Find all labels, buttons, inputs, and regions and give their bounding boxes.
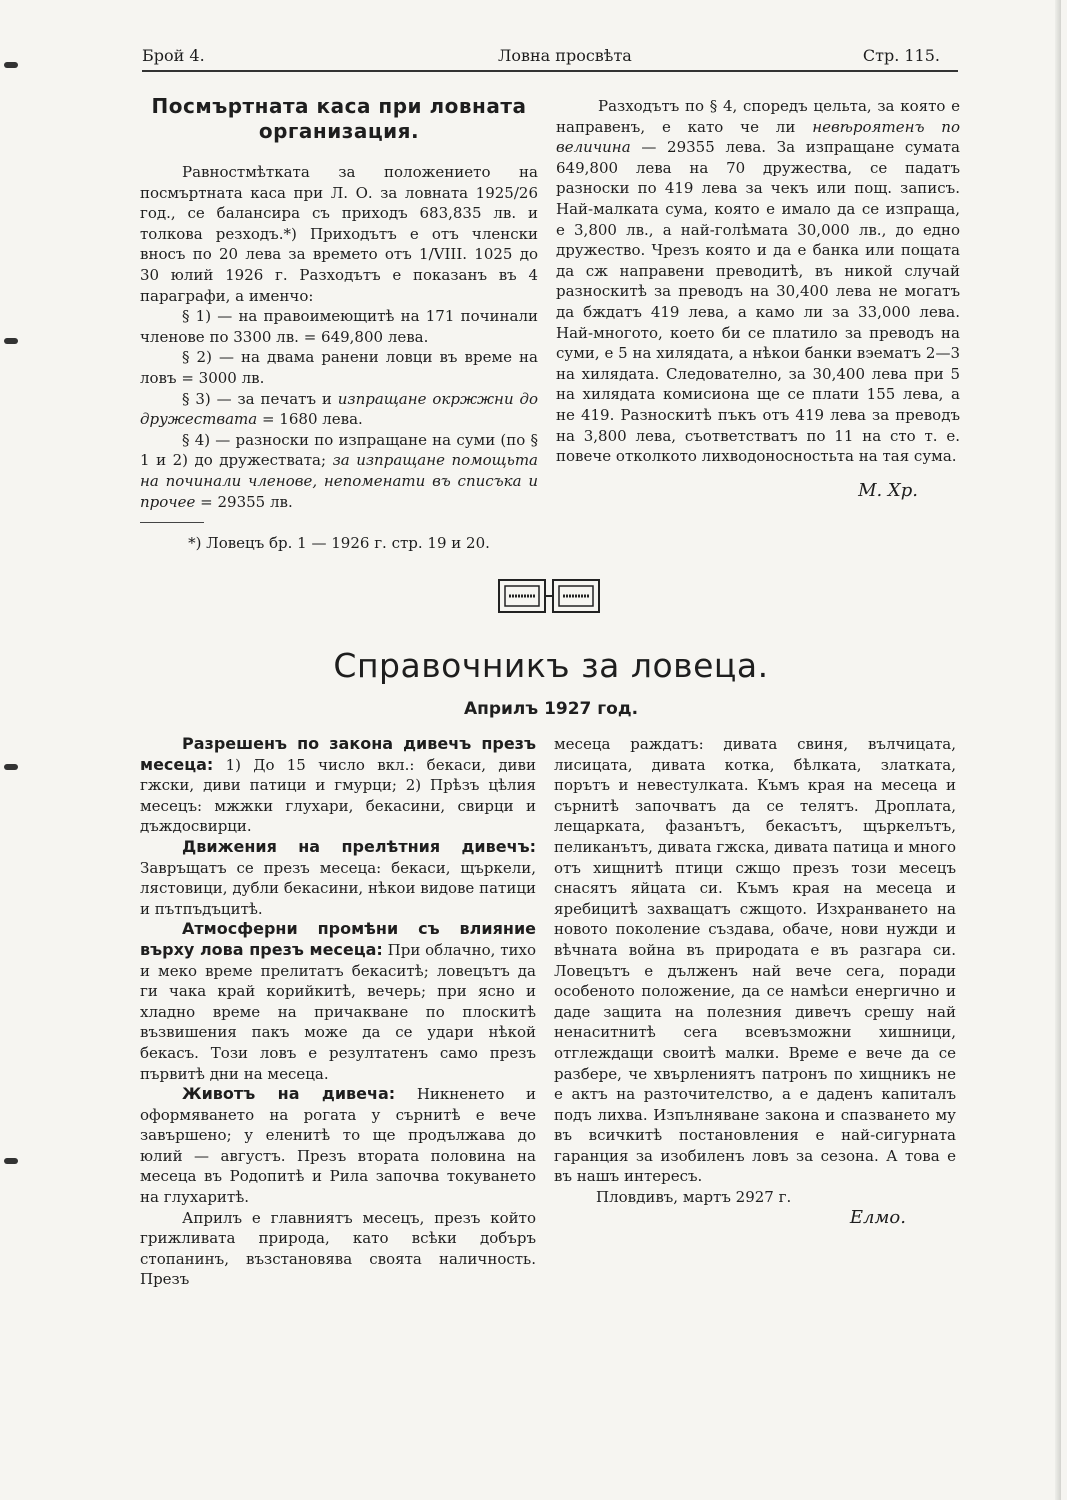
italic-run: за изпращане помощьта на починали членове, непоменати въ списъка и прочее [140, 451, 539, 511]
journal-title: Ловна просвѣта [498, 46, 632, 65]
italic-run: невѣроятенъ по величина [556, 117, 960, 157]
text-run: = 29355 лв. [195, 492, 293, 511]
italic-run: изпращане окржжни до дружествата [140, 389, 538, 429]
article2-column-left [140, 734, 536, 1290]
article2-signature: Елмо. [849, 1206, 906, 1228]
text-run: — 29355 лева. За изпращане сумата 649,800 лева на 70 дружества, се падатъ разноски по 419 лева за чекъ или пощ. записъ. Най-малката сума, която е имало да се изпраща, е 3,800 лв., а най-голѣмата 30,000 лв., до едно дружество. Чрезъ която и да е банка или пощата да сж направени преводитѣ, въ никой случай разноскитѣ за преводъ на 30,400 лева не могатъ да бждатъ 419 лева, а камо ли за 33,000 лева. Най-многото, което би се платило за преводъ на суми, е 5 на хилядата, а нѣкои банки вэематъ 2—3 на хилядата. Следователно, за 30,400 лева при 5 на хилядата комисиона ще се плати 155 лева, а не 419. Разноскитѣ пъкъ отъ 419 лева за преводъ на 3,800 лева, съответстватъ по 11 на сто т. е. повече отколкото лихводоносностьта на тая сума. [556, 138, 960, 466]
article1-signature: М. Хр. [858, 479, 918, 501]
article1-paragraph-4 [140, 430, 538, 512]
article2-column-right [554, 734, 956, 1228]
article1-intro: Равностмѣтката за положението на посмъртната каса при Л. О. за ловната 1925/26 год., се балансира съ приходъ 683,835 лв. и толкова резходъ.*) Приходътъ е отъ членски вносъ по 20 лева за времето отъ 1/VIII. 1025 до 30 юлий 1926 г. Разходътъ е показанъ въ 4 параграфи, а именчо: [140, 163, 538, 305]
ornament-divider-icon [497, 578, 601, 614]
binding-mark [4, 62, 18, 68]
text-run: = 1680 лева. [257, 410, 363, 429]
article1-column-right [556, 96, 960, 501]
section-game-life [140, 1084, 536, 1208]
footnote-rule [140, 522, 204, 523]
article1-paragraph-1: § 1) — на правоимеющитѣ на 171 починали членове по 3300 лв. = 649,800 лева. [140, 307, 538, 346]
page-number: Стр. 115. [862, 46, 940, 65]
issue-number: Брой 4. [142, 46, 205, 65]
text-run: Разходътъ по § 4, споредъ цельта, за която е направенъ, е като че ли [556, 97, 960, 136]
section-heading: Животъ на дивеча: [182, 1084, 396, 1104]
section-text: При облачно, тихо и меко време прелитатъ бекаситѣ; ловецътъ да ги чака край корийкитѣ, вечерь; при ясно и хладно време на причакване по плоскитѣ възвишения пакъ може да се удари нѣкой бекасъ. Този ловъ е резултатенъ само презъ първитѣ дни на месеца. [140, 940, 536, 1083]
section-permitted-game [140, 734, 536, 837]
page-edge-shadow [1055, 0, 1061, 1500]
section-april: Априлъ е главниятъ месецъ, презъ който грижливата природа, като всѣки добъръ стопанинъ, възстановява своята наличность. Презъ [140, 1208, 536, 1289]
binding-mark [4, 764, 18, 770]
article1-continuation [556, 96, 960, 467]
article1-paragraph-2: § 2) — на двама ранени ловци въ време на ловъ = 3000 лв. [140, 348, 538, 387]
place-date: Пловдивъ, мартъ 2927 г. [596, 1188, 792, 1207]
section-migration [140, 837, 536, 919]
section-text: Завръщатъ се презъ месеца: бекаси, щъркели, лястовици, дубли бекасини, нѣкои видове патици и пътпъдъцитѣ. [140, 858, 536, 918]
article2-title: Справочникъ за ловеца. [333, 646, 769, 685]
article1-title: Посмъртната каса при ловната организация. [151, 94, 527, 143]
binding-mark [4, 338, 18, 344]
section-heading: Движения на прелѣтния дивечъ: [182, 836, 536, 856]
section-weather [140, 919, 536, 1084]
text-run: § 3) — за печатъ и [182, 389, 338, 408]
binding-mark [4, 1158, 18, 1164]
section-text: Никненето и оформяването на рогата у сърнитѣ е вече завършено; у еленитѣ то ще продължава до юлий — августъ. Презъ втората половина на месеца въ Родопитѣ и Рила започва токуването на глухаритѣ. [140, 1085, 536, 1207]
article2-continuation: месеца раждатъ: дивата свиня, вълчицата, лисицата, дивата котка, бѣлката, златката, порътъ и невестулката. Къмъ края на месеца и сърнитѣ започватъ да се телятъ. Дроплата, лещарката, фазанътъ, бекасътъ, щъркелътъ, пеликанътъ, дивата гжска, дивата патица и много отъ хищнитѣ птици сжщо презъ този месецъ снасятъ яйцата си. Къмъ края на месеца и яребицитѣ захващатъ сжщото. Изхранването на новото поколение създава, обаче, нови нужди и вѣчната война въ природата е въ разгара си. Ловецътъ е дълженъ най вече сега, поради особеното положение, да се намѣси енергично и даде защита на полезния дивечъ срешу най ненаситнитѣ сега всевъзможни хишници, отглеждащи своитѣ малки. Време е вече да се разбере, че хвърлениятъ патронъ по хищникъ не е актъ на разточителство, а е даденъ капиталъ подъ лихва. Изпълняване закона и спазването му въ всичкитѣ постановления е най-сигурната гаранция за изобиленъ ловъ за сезона. А това е въ нашъ интересъ. [554, 735, 956, 1186]
section-heading: Разрешенъ по закона дивечъ презъ месеца: [140, 734, 536, 774]
page-header [142, 44, 958, 72]
section-text: 1) До 15 число вкл.: бекаси, диви гжски, диви патици и гмурци; 2) Прѣзъ цѣлия месецъ: мжжки глухари, бекасини, свирци и дъждосвирци. [140, 755, 536, 836]
text-run: § 4) — разноски по изпращане на суми (по § 1 и 2) до дружествата; [140, 430, 538, 470]
article1-paragraph-3 [140, 389, 538, 430]
article2-subtitle: Априлъ 1927 год. [463, 699, 639, 719]
footnote: *) Ловецъ бр. 1 — 1926 г. стр. 19 и 20. [188, 534, 490, 553]
article1-column-left [140, 94, 538, 554]
section-heading: Атмосферни промѣни съ влияние върху лова презъ месеца: [140, 919, 536, 959]
